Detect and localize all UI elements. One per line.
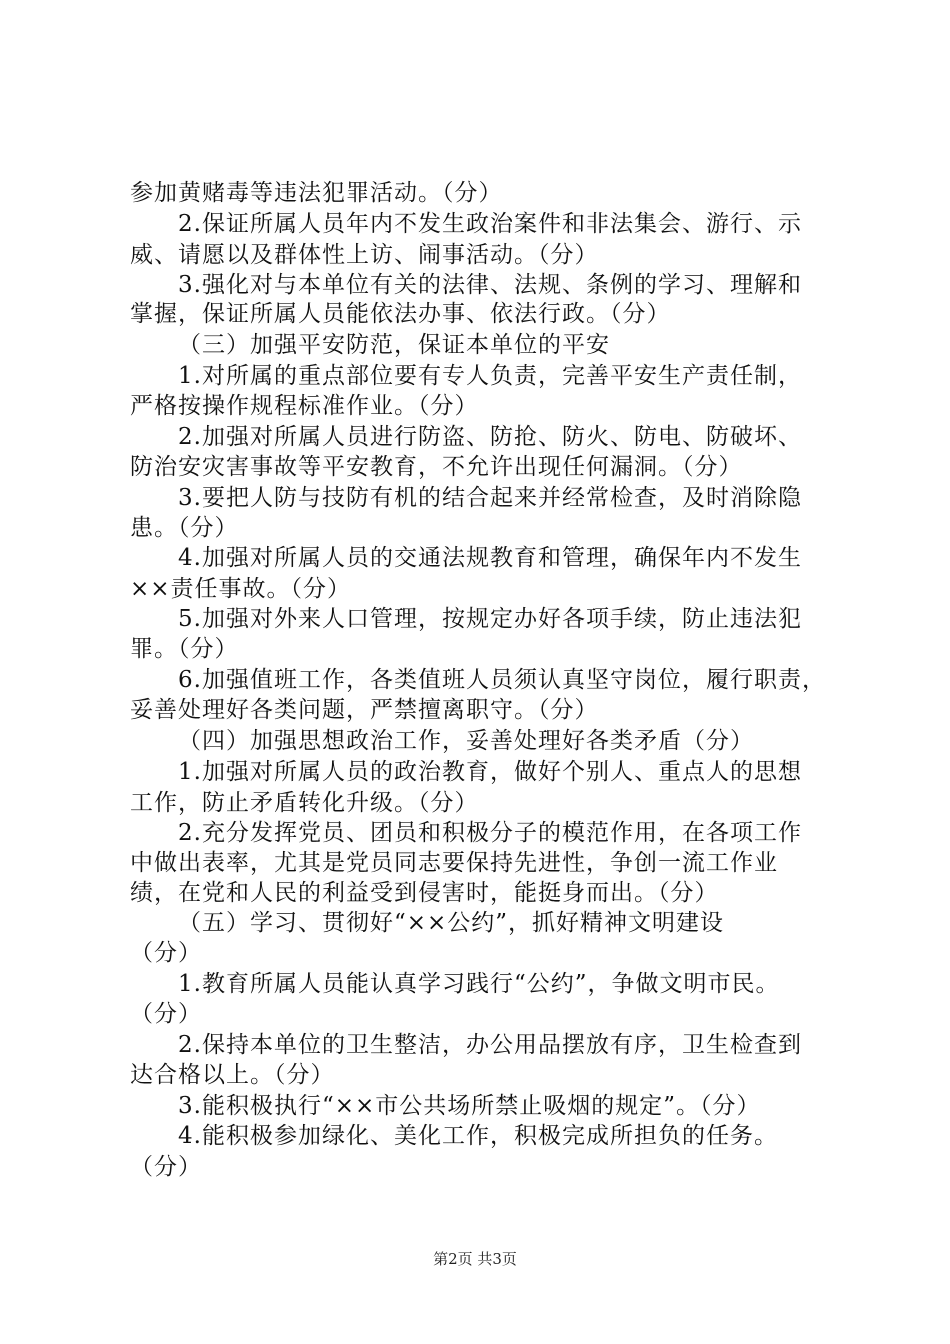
text-line: 2.保持本单位的卫生整洁，办公用品摆放有序，卫生检查到 bbox=[178, 1032, 802, 1058]
text-line: 工作，防止矛盾转化升级。（分） bbox=[130, 790, 479, 816]
text-line: 严格按操作规程标准作业。（分） bbox=[130, 393, 479, 419]
text-line: （分） bbox=[130, 1154, 202, 1180]
text-line: 2.加强对所属人员进行防盗、防抢、防火、防电、防破坏、 bbox=[178, 424, 802, 450]
text-line: 掌握，保证所属人员能依法办事、依法行政。（分） bbox=[130, 301, 671, 327]
text-line: 2.充分发挥党员、团员和积极分子的模范作用，在各项工作 bbox=[178, 820, 802, 846]
text-line: 6.加强值班工作，各类值班人员须认真坚守岗位，履行职责， bbox=[178, 667, 826, 693]
text-line: 参加黄赌毒等违法犯罪活动。（分） bbox=[130, 180, 503, 206]
text-line: 5.加强对外来人口管理，按规定办好各项手续，防止违法犯 bbox=[178, 606, 802, 632]
text-line: 达合格以上。（分） bbox=[130, 1062, 335, 1088]
text-line: ××责任事故。（分） bbox=[130, 576, 352, 602]
text-line: 中做出表率，尤其是党员同志要保持先进性，争创一流工作业 bbox=[130, 850, 778, 876]
text-line: 3.强化对与本单位有关的法律、法规、条例的学习、理解和 bbox=[178, 272, 802, 298]
text-line: 2.保证所属人员年内不发生政治案件和非法集会、游行、示 bbox=[178, 211, 802, 237]
text-line: 绩，在党和人民的利益受到侵害时，能挺身而出。（分） bbox=[130, 880, 719, 906]
text-line: 3.能积极执行“××市公共场所禁止吸烟的规定”。（分） bbox=[178, 1093, 761, 1119]
text-line: 威、请愿以及群体性上访、闹事活动。（分） bbox=[130, 242, 599, 268]
text-line: 防治安灾害事故等平安教育，不允许出现任何漏洞。（分） bbox=[130, 454, 743, 480]
text-line: 3.要把人防与技防有机的结合起来并经常检查，及时消除隐 bbox=[178, 485, 802, 511]
text-line: 罪。（分） bbox=[130, 636, 239, 662]
text-line: （分） bbox=[130, 1001, 202, 1027]
section-heading: （四）加强思想政治工作，妥善处理好各类矛盾（分） bbox=[178, 728, 754, 754]
text-line: 4.加强对所属人员的交通法规教育和管理，确保年内不发生 bbox=[178, 545, 802, 571]
text-line: 4.能积极参加绿化、美化工作，积极完成所担负的任务。 bbox=[178, 1123, 778, 1149]
section-heading: （五）学习、贯彻好“××公约”，抓好精神文明建设 bbox=[178, 910, 725, 936]
text-line: 1.对所属的重点部位要有专人负责，完善平安生产责任制， bbox=[178, 363, 802, 389]
text-line: 妥善处理好各类问题，严禁擅离职守。（分） bbox=[130, 697, 599, 723]
text-line: 患。（分） bbox=[130, 515, 239, 541]
text-line: 1.加强对所属人员的政治教育，做好个别人、重点人的思想 bbox=[178, 759, 802, 785]
page-number-footer: 第2页 共3页 bbox=[433, 1250, 517, 1268]
text-line: （分） bbox=[130, 940, 202, 966]
section-heading: （三）加强平安防范，保证本单位的平安 bbox=[178, 332, 610, 358]
text-line: 1.教育所属人员能认真学习践行“公约”，争做文明市民。 bbox=[178, 971, 780, 997]
